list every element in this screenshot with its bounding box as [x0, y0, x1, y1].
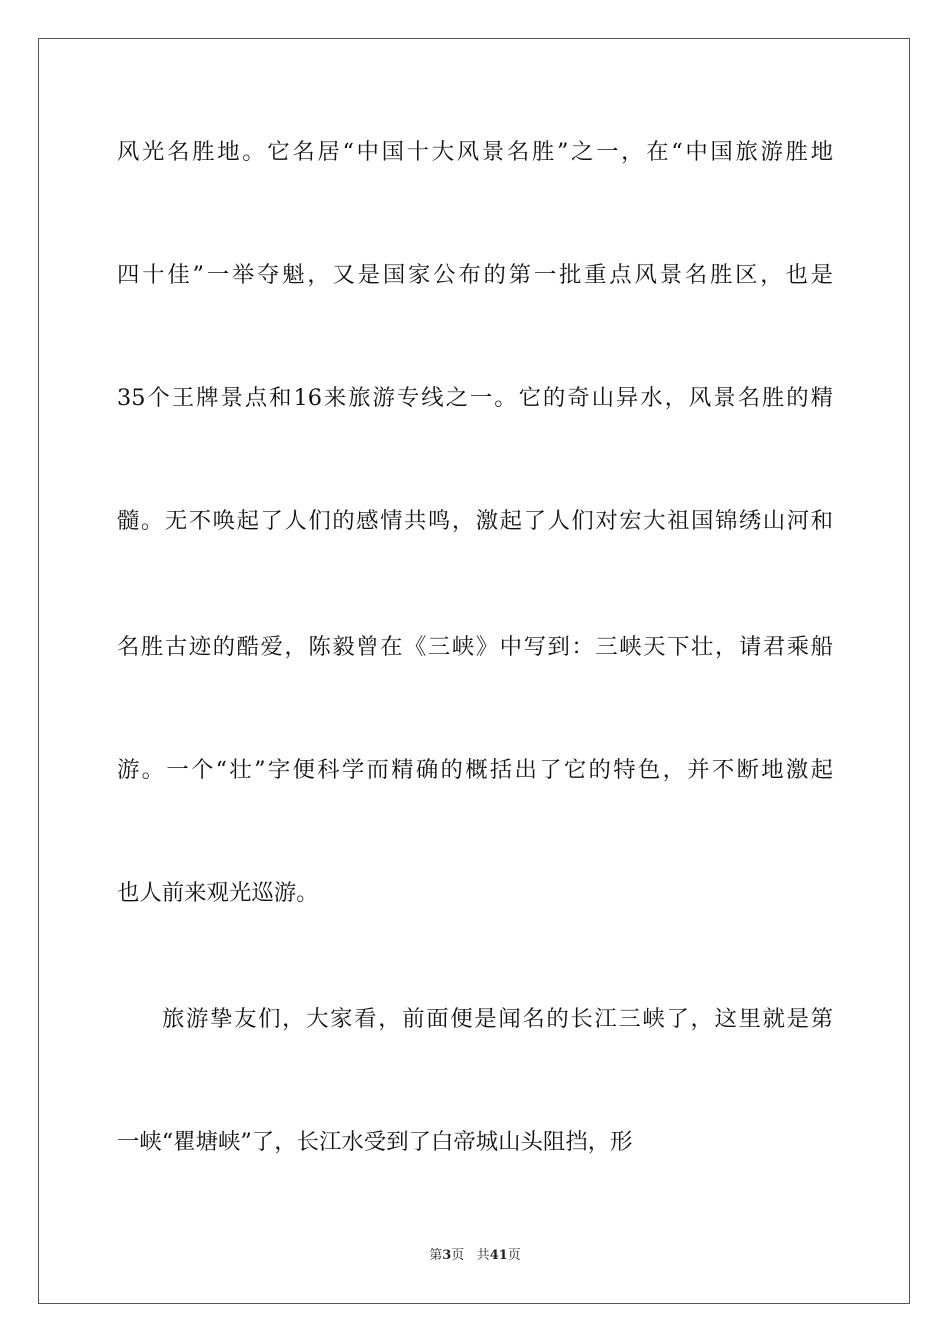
paragraph-line: 旅游挚友们，大家看，前面便是闻名的长江三峡了，这里就是第: [162, 1006, 833, 1032]
page-label-prefix: 第: [429, 1248, 443, 1263]
paragraph-line: 一峡“瞿塘峡”了，长江水受到了白帝城山头阻挡，形: [117, 1129, 633, 1155]
paragraph-line: 四十佳”一举夺魁，又是国家公布的第一批重点风景名胜区，也是: [117, 262, 833, 288]
total-label-prefix: 共: [476, 1248, 490, 1263]
page-footer: [0, 1246, 950, 1266]
paragraph-line: 35个王牌景点和16来旅游专线之一。它的奇山异水，风景名胜的精: [117, 385, 833, 411]
paragraph-line: 名胜古迹的酷爱，陈毅曾在《三峡》中写到：三峡天下壮，请君乘船: [117, 634, 833, 660]
page-frame: [38, 38, 910, 1304]
total-pages-number: 41: [489, 1248, 508, 1263]
paragraph-line: 风光名胜地。它名居“中国十大风景名胜”之一，在“中国旅游胜地: [117, 139, 833, 165]
paragraph-line: 也人前来观光巡游。: [117, 880, 319, 906]
paragraph-line: 游。一个“壮”字便科学而精确的概括出了它的特色，并不断地激起: [117, 757, 833, 783]
page-label-suffix: 页: [451, 1248, 465, 1263]
paragraph-line: 髓。无不唤起了人们的感情共鸣，激起了人们对宏大祖国锦绣山河和: [117, 508, 833, 534]
current-page-number: 3: [442, 1248, 452, 1263]
total-label-suffix: 页: [507, 1248, 521, 1263]
